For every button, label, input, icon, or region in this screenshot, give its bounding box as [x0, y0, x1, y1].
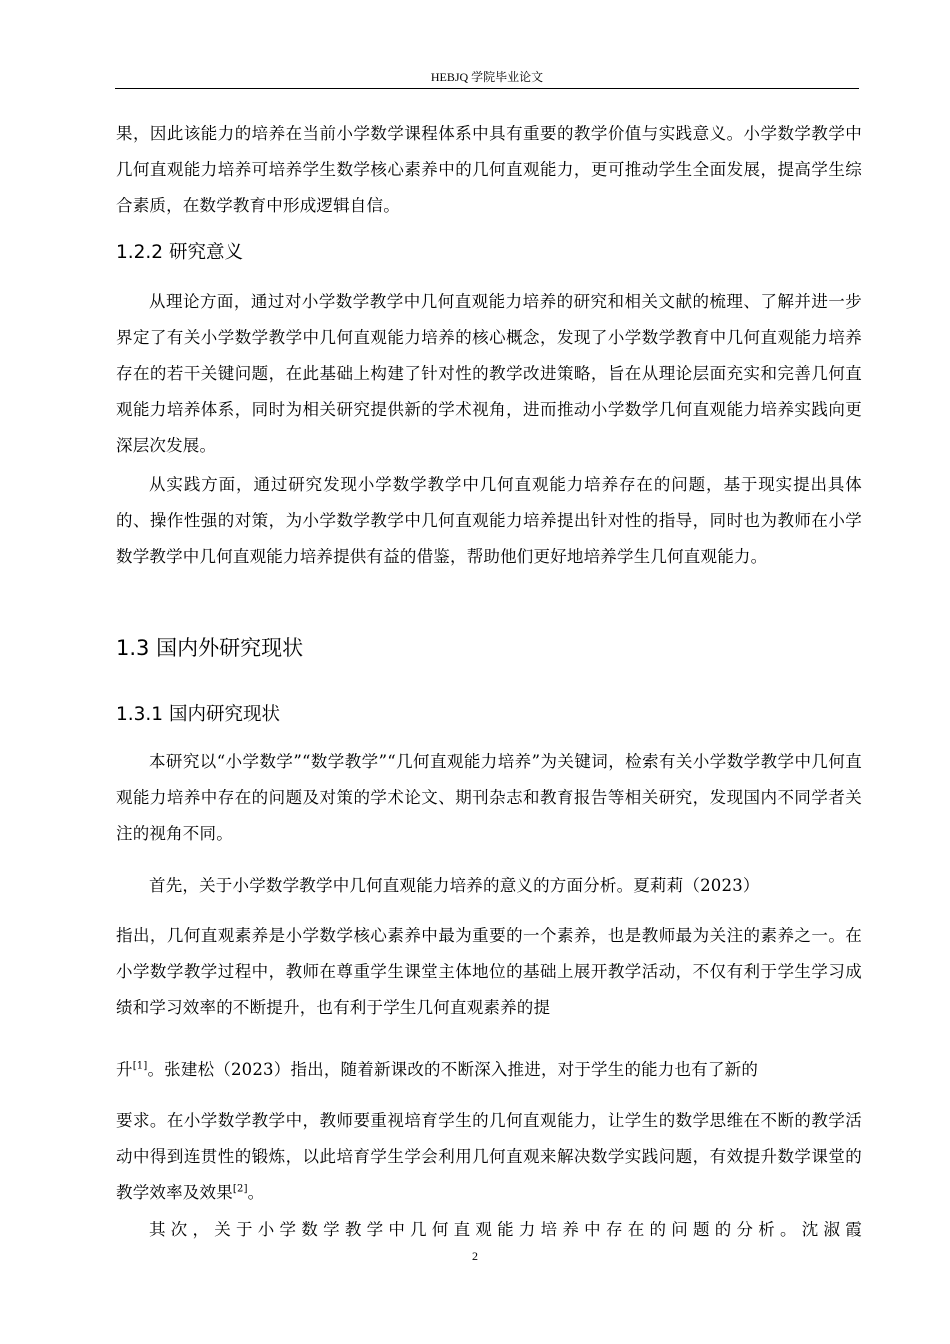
- second-paragraph-lead: 。张建松（2023）指出，随着新课改的不断深入推进，对于学生的能力也有了新的: [147, 1060, 759, 1079]
- section-heading-1-2-2: 1.2.2 研究意义: [116, 242, 243, 263]
- intro-paragraph: [116, 744, 862, 852]
- section-heading-1-3: 1.3 国内外研究现状: [116, 636, 304, 660]
- first-paragraph-lead-text: 首先，关于小学数学教学中几何直观能力培养的意义的方面分析。夏莉莉（2023）: [149, 876, 760, 895]
- section-heading-1-3-1: 1.3.1 国内研究现状: [116, 704, 280, 725]
- theory-paragraph: [116, 284, 862, 464]
- next-paragraph-lead: [116, 1212, 862, 1248]
- citation-line: [116, 1052, 862, 1088]
- running-header-title: HEBJQ 学院毕业论文: [430, 70, 544, 84]
- citation-2: [2]: [232, 1183, 248, 1195]
- practice-paragraph: [116, 467, 862, 575]
- continuation-paragraph-text: 果，因此该能力的培养在当前小学数学课程体系中具有重要的教学价值与实践意义。小学数学教学中几何直观能力培养可培养学生数学核心素养中的几何直观能力，更可推动学生全面发展，提高学生综合素质，在数学教育中形成逻辑自信。: [116, 124, 862, 215]
- second-paragraph-body: [116, 1103, 862, 1211]
- first-paragraph-body-text: 指出，几何直观素养是小学数学核心素养中最为重要的一个素养，也是教师最为关注的素养之一。在小学数学教学过程中，教师在尊重学生课堂主体地位的基础上展开教学活动，不仅有利于学生学习成绩和学习效率的不断提升，也有利于学生几何直观素养的提: [116, 926, 862, 1017]
- practice-paragraph-text: 从实践方面，通过研究发现小学数学教学中几何直观能力培养存在的问题，基于现实提出具体的、操作性强的对策，为小学数学教学中几何直观能力培养提出针对性的指导，同时也为教师在小学数学教学中几何直观能力培养提供有益的借鉴，帮助他们更好地培养学生几何直观能力。: [116, 475, 862, 566]
- next-paragraph-lead-text: 其次，关于小学数学教学中几何直观能力培养中存在的问题的分析。沈淑霞: [149, 1220, 862, 1239]
- continuation-paragraph: [116, 116, 862, 224]
- second-paragraph-end: 。: [247, 1183, 265, 1202]
- intro-paragraph-text: 本研究以“小学数学”“数学教学”“几何直观能力培养”为关键词，检索有关小学数学教学中几何直观能力培养中存在的问题及对策的学术论文、期刊杂志和教育报告等相关研究，发现国内不同学者关注的视角不同。: [116, 752, 862, 843]
- running-header: [115, 66, 859, 89]
- citation-1: [1]: [132, 1060, 148, 1072]
- first-paragraph-tail: 升: [116, 1060, 133, 1079]
- first-paragraph-body: [116, 918, 862, 1026]
- theory-paragraph-text: 从理论方面，通过对小学数学教学中几何直观能力培养的研究和相关文献的梳理、了解并进一步界定了有关小学数学教学中几何直观能力培养的核心概念，发现了小学数学教育中几何直观能力培养存在的若干关键问题，在此基础上构建了针对性的教学改进策略，旨在从理论层面充实和完善几何直观能力培养体系，同时为相关研究提供新的学术视角，进而推动小学数学几何直观能力培养实践向更深层次发展。: [116, 292, 862, 455]
- first-paragraph-lead: [116, 868, 862, 904]
- second-paragraph-body-text: 要求。在小学数学教学中，教师要重视培育学生的几何直观能力，让学生的数学思维在不断的教学活动中得到连贯性的锻炼，以此培育学生学会利用几何直观来解决数学实践问题，有效提升数学课堂的教学效率及效果: [116, 1111, 862, 1202]
- page-number: 2: [472, 1249, 478, 1263]
